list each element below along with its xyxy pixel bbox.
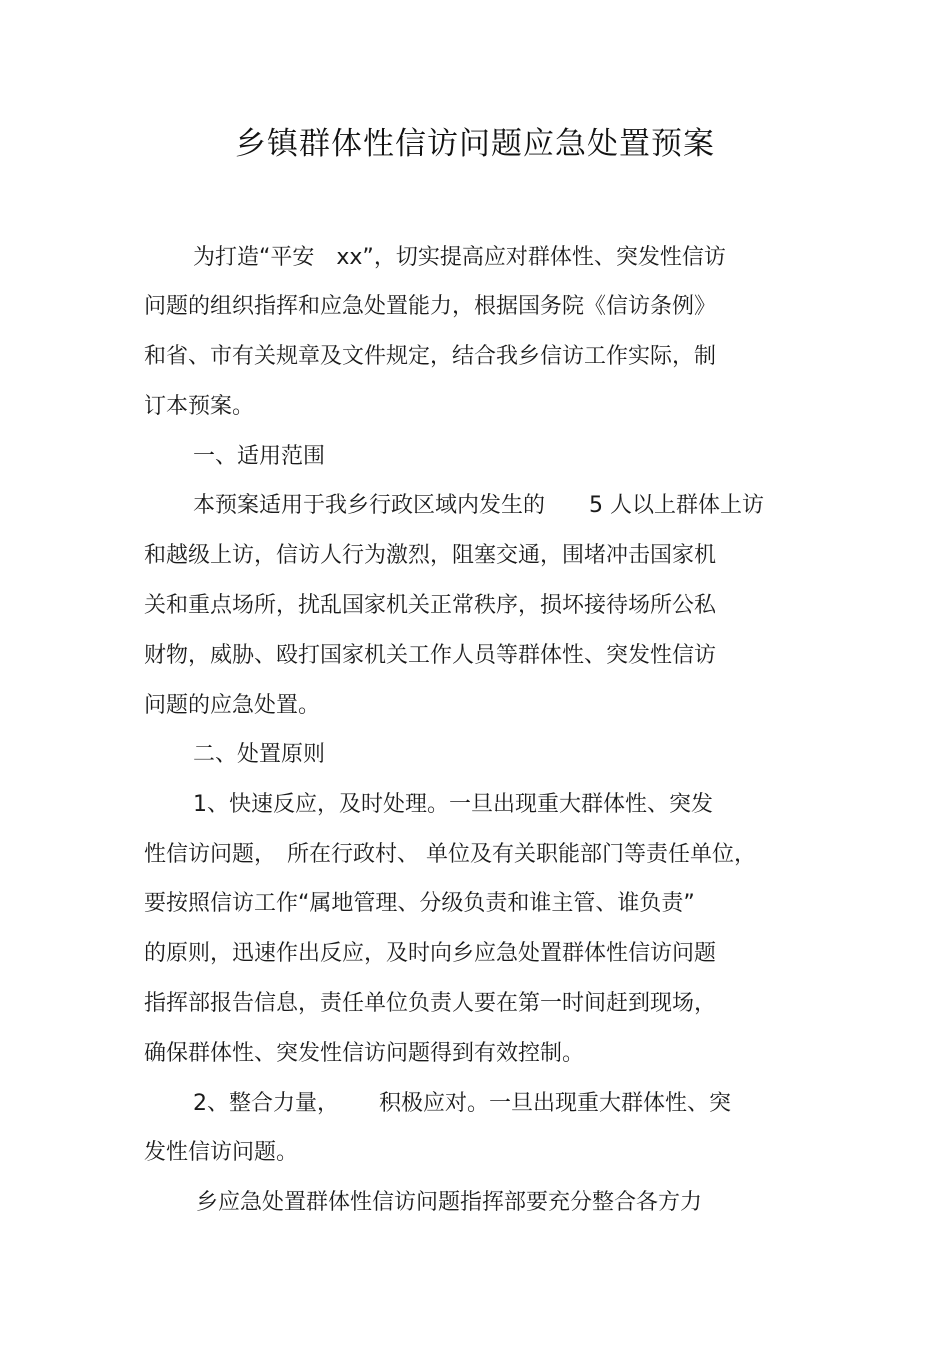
paragraph-line: 为打造“平安 xx”，切实提高应对群体性、突发性信访 (193, 245, 726, 270)
paragraph-line: 发性信访问题。 (144, 1140, 299, 1165)
paragraph-line: 指挥部报告信息，责任单位负责人要在第一时间赶到现场， (144, 991, 717, 1016)
paragraph-line: 关和重点场所，扰乱国家机关正常秩序，损坏接待场所公私 (144, 593, 717, 618)
paragraph-line: 的原则，迅速作出反应，及时向乡应急处置群体性信访问题 (144, 941, 717, 966)
section-heading-principles: 二、处置原则 (193, 742, 326, 767)
paragraph-line: 问题的组织指挥和应急处置能力，根据国务院《信访条例》 (144, 294, 717, 319)
paragraph-line: 和省、市有关规章及文件规定，结合我乡信访工作实际，制 (144, 344, 717, 369)
paragraph-line: 财物，威胁、殴打国家机关工作人员等群体性、突发性信访 (144, 643, 717, 668)
paragraph-line: 和越级上访，信访人行为激烈，阻塞交通，围堵冲击国家机 (144, 543, 717, 568)
section-heading-scope: 一、适用范围 (193, 444, 326, 469)
paragraph-line: 乡应急处置群体性信访问题指挥部要充分整合各方力 (196, 1190, 703, 1215)
paragraph-line: 订本预案。 (144, 394, 255, 419)
paragraph-line: 1、快速反应，及时处理。一旦出现重大群体性、突发 (193, 792, 713, 817)
paragraph-line: 性信访问题， 所在行政村、 单位及有关职能部门等责任单位， (144, 842, 756, 867)
paragraph-line: 本预案适用于我乡行政区域内发生的 5 人以上群体上访 (193, 493, 764, 518)
document-title: 乡镇群体性信访问题应急处置预案 (235, 126, 715, 162)
paragraph-line: 2、整合力量， 积极应对。一旦出现重大群体性、突 (193, 1091, 731, 1116)
paragraph-line: 问题的应急处置。 (144, 693, 321, 718)
paragraph-line: 要按照信访工作“属地管理、分级负责和谁主管、谁负责” (144, 891, 695, 916)
paragraph-line: 确保群体性、突发性信访问题得到有效控制。 (144, 1041, 585, 1066)
